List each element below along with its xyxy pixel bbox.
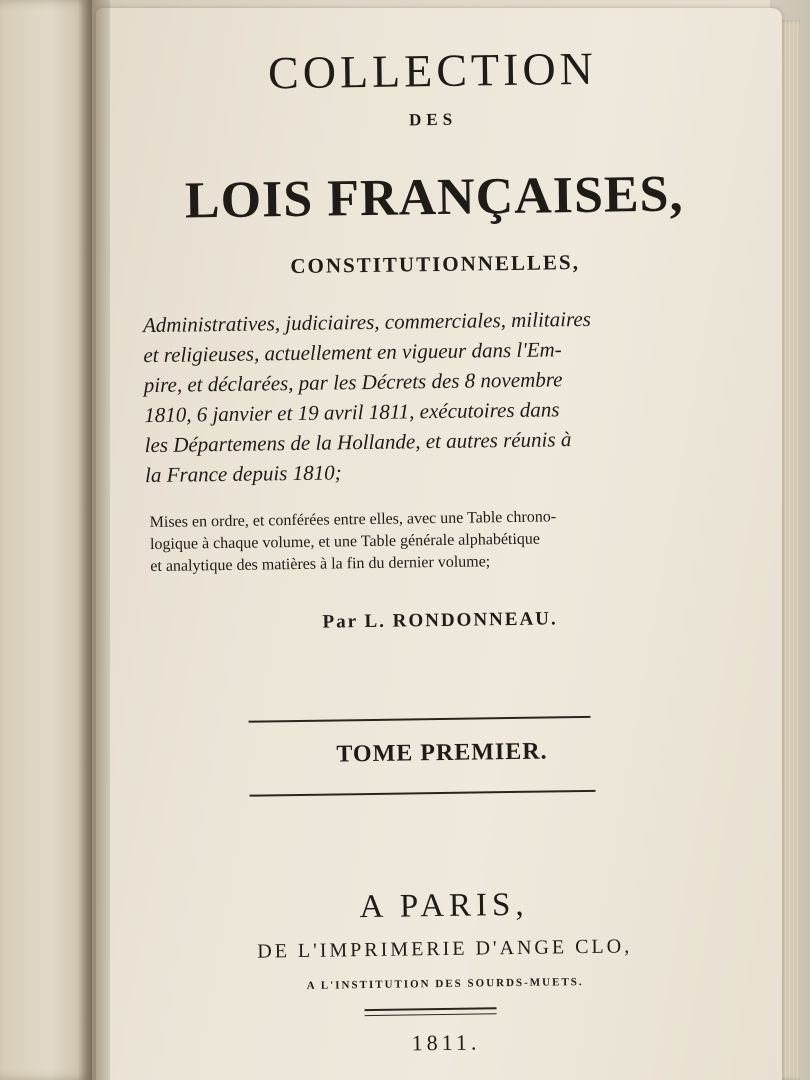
title-main: LOIS FRANÇAISES,: [184, 165, 684, 230]
description-paragraph: [143, 301, 765, 490]
description-line: Administratives, judiciaires, commerciales, militaires: [142, 306, 592, 338]
year-line: 1811.: [411, 1029, 481, 1056]
author-line: Par L. RONDONNEAU.: [322, 608, 558, 633]
rule-top: [249, 716, 591, 723]
arrangement-line: Mises en ordre, et conférées entre elles, avec une Table chrono-: [149, 508, 557, 532]
description-line: la France depuis 1810;: [144, 460, 342, 488]
printer-line: DE L'IMPRIMERIE D'ANGE CLO,: [257, 935, 633, 963]
arrangement-line: et analytique des matières à la fin du dernier volume;: [150, 553, 491, 576]
description-line: et religieuses, actuellement en vigueur dans l'Em-: [143, 337, 562, 368]
volume-label: TOME PREMIER.: [336, 738, 548, 768]
description-line: les Départemens de la Hollande, et autres réunis à: [144, 427, 572, 458]
rule-year-2: [365, 1013, 497, 1016]
title-collection: COLLECTION: [267, 42, 598, 99]
description-line: pire, et déclarées, par les Décrets des 8 novembre: [143, 367, 563, 398]
arrangement-paragraph: [150, 503, 771, 578]
arrangement-line: logique à chaque volume, et une Table générale alphabétique: [149, 530, 541, 554]
printer-address-line: A L'INSTITUTION DES SOURDS-MUETS.: [306, 976, 584, 992]
title-page-text: [88, 0, 789, 1080]
description-line: 1810, 6 janvier et 19 avril 1811, exécutoires dans: [144, 397, 560, 428]
title-constitutionnelles: CONSTITUTIONNELLES,: [290, 250, 581, 279]
rule-year-1: [365, 1007, 497, 1011]
rule-bottom: [250, 790, 596, 797]
title-des: DES: [408, 109, 458, 130]
place-line: A PARIS,: [359, 886, 529, 926]
